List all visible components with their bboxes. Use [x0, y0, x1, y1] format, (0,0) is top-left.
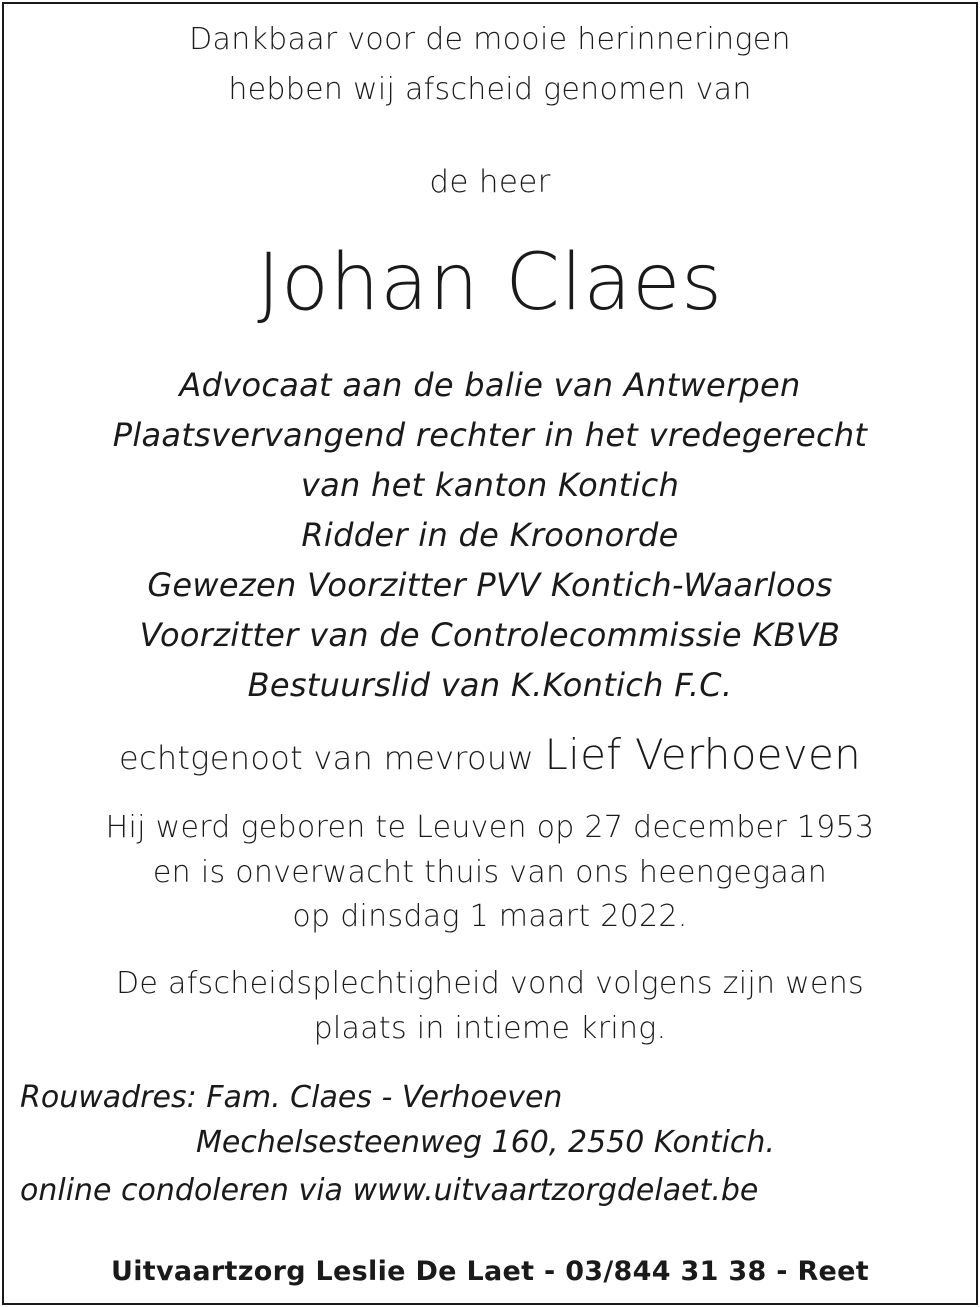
title-line: Bestuurslid van K.Kontich F.C. [247, 666, 733, 704]
title-line: Advocaat aan de balie van Antwerpen [179, 366, 801, 404]
deceased-name: Johan Claes [257, 238, 723, 328]
intro-line-1: Dankbaar voor de mooie herinneringen [189, 22, 791, 57]
address-line-1: Rouwadres: Fam. Claes - Verhoeven [20, 1080, 563, 1115]
spouse-prefix: echtgenoot van mevrouw [118, 739, 534, 777]
address-line-2: Mechelsesteenweg 160, 2550 Kontich. [196, 1125, 775, 1160]
intro-line-2: hebben wij afscheid genomen van [228, 72, 752, 107]
ceremony-line: De afscheidsplechtigheid vond volgens zijn wens [116, 966, 864, 1001]
spouse-name: Lief Verhoeven [544, 730, 862, 779]
title-line: Voorzitter van de Controlecommissie KBVB [139, 616, 841, 654]
title-line: van het kanton Kontich [300, 466, 680, 504]
death-date-line: op dinsdag 1 maart 2022. [292, 899, 688, 934]
death-line: en is onverwacht thuis van ons heengegaan [152, 855, 828, 890]
title-line: Gewezen Voorzitter PVV Kontich-Waarloos [147, 566, 833, 604]
spouse-line [0, 730, 980, 779]
birth-line: Hij werd geboren te Leuven op 27 december 1953 [105, 810, 875, 845]
condolence-link[interactable]: online condoleren via www.uitvaartzorgdelaet.be [20, 1173, 759, 1208]
ceremony-line: plaats in intieme kring. [313, 1011, 667, 1046]
funeral-home-footer: Uitvaartzorg Leslie De Laet - 03/844 31 38 - Reet [110, 1256, 869, 1287]
salutation: de heer [429, 164, 551, 200]
title-line: Ridder in de Kroonorde [301, 516, 679, 554]
title-line: Plaatsvervangend rechter in het vredegerecht [112, 416, 868, 454]
